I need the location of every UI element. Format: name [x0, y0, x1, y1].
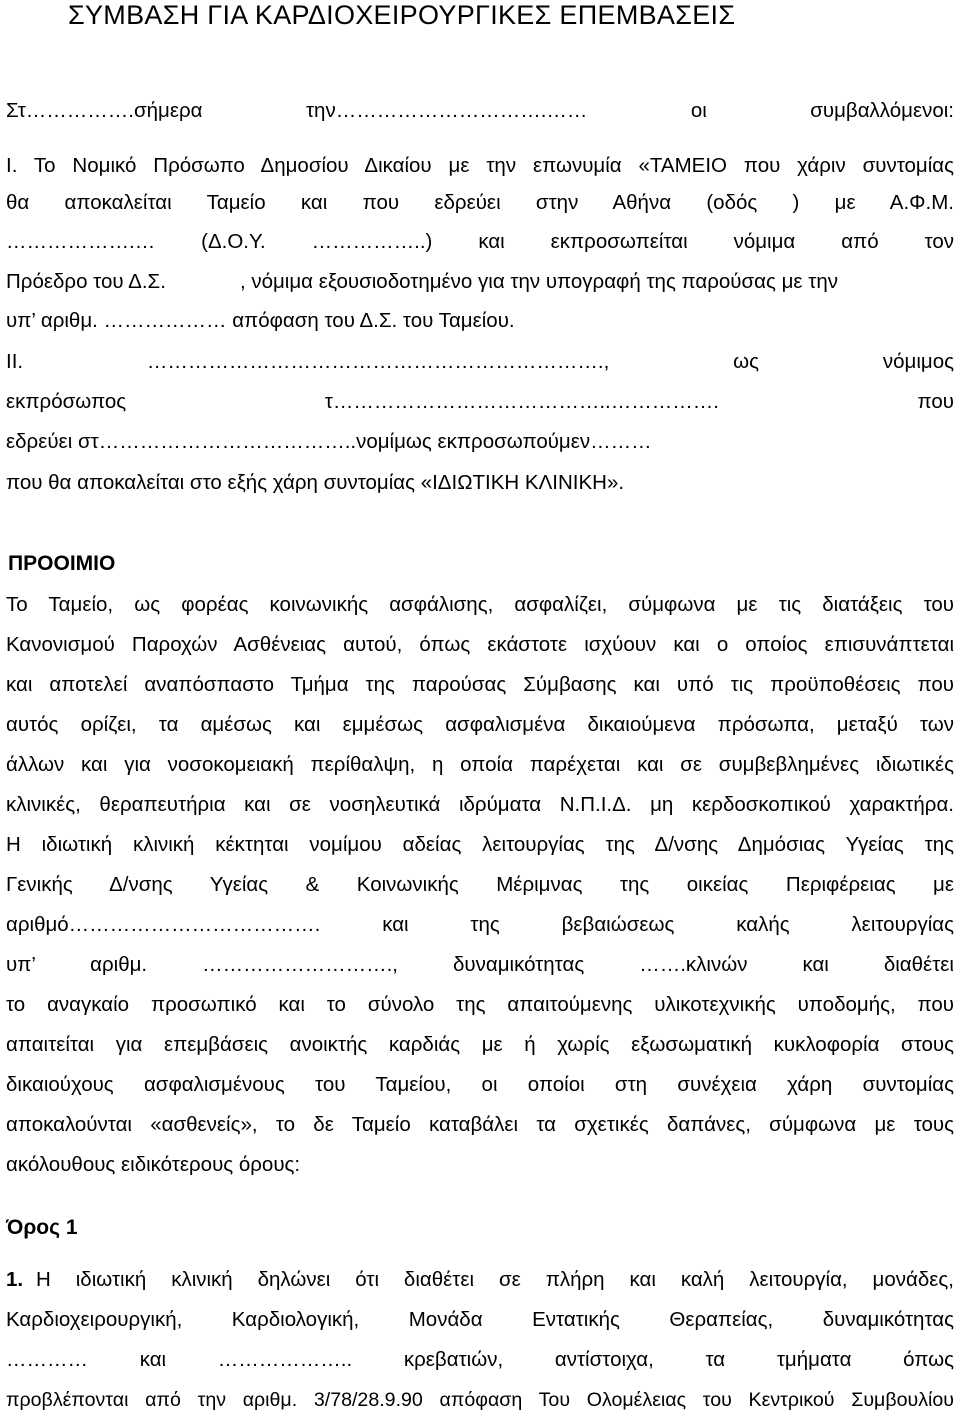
parties-line: που θα αποκαλείται στο εξής χάρη συντομίας «ΙΔΙΩΤΙΚΗ ΚΛΙΝΙΚΗ». — [6, 471, 625, 494]
parties-line: εκπρόσωπος τ…………………………………..……………. που — [6, 390, 954, 413]
preamble-line: Γενικής Δ/νσης Υγείας & Κοινωνικής Μέριμνας της οικείας Περιφέρειας με — [6, 873, 954, 896]
preamble-line: και αποτελεί αναπόσπαστο Τμήμα της παρούσας Σύμβασης και υπό τις προϋποθέσεις που — [6, 673, 954, 696]
term-number: 1. — [6, 1268, 24, 1291]
term-heading: Όρος 1 — [6, 1216, 78, 1239]
parties-line: θα αποκαλείται Ταμείο και που εδρεύει στην Αθήνα (οδός ) με Α.Φ.Μ. — [6, 191, 954, 214]
term-line: Η ιδιωτική κλινική δηλώνει ότι διαθέτει σε πλήρη και καλή λειτουργία, μονάδες, — [36, 1268, 954, 1291]
preamble-line: Το Ταμείο, ως φορέας κοινωνικής ασφάλισης, ασφαλίζει, σύμφωνα με τις διατάξεις του — [6, 593, 954, 616]
preamble-line: το αναγκαίο προσωπικό και το σύνολο της απαιτούμενης υλικοτεχνικής υποδομής, που — [6, 993, 954, 1016]
preamble-line: αποκαλούνται «ασθενείς», το δε Ταμείο καταβάλει τα σχετικές δαπάνες, σύμφωνα με τους — [6, 1113, 954, 1136]
preamble-line: αριθμό………………………………. και της βεβαιώσεως καλής λειτουργίας — [6, 913, 954, 936]
preamble-line: Η ιδιωτική κλινική κέκτηται νομίμου αδείας λειτουργίας της Δ/νσης Δημόσιας Υγείας της — [6, 833, 954, 856]
parties-line: Στ…………….σήμερα την………………………….…… οι συμβαλλόμενοι: — [6, 99, 954, 122]
parties-line: Πρόεδρο του Δ.Σ. , νόμιμα εξουσιοδοτημένο για την υπογραφή της παρούσας με την — [6, 270, 838, 293]
preamble-line: ακόλουθους ειδικότερους όρους: — [6, 1153, 301, 1176]
preamble-line: κλινικές, θεραπευτήρια και σε νοσηλευτικά ιδρύματα Ν.Π.Ι.Δ. μη κερδοσκοπικού χαρακτήρα. — [6, 793, 954, 816]
parties-line: εδρεύει στ………………………………..νομίμως εκπροσωπούμεν……… — [6, 430, 652, 453]
parties-line: Ι. Το Νομικό Πρόσωπο Δημοσίου Δικαίου με την επωνυμία «ΤΑΜΕΙΟ που χάριν συντομίας — [6, 154, 954, 177]
preamble-line: υπ’ αριθμ. ………………………., δυναμικότητας …….κλινών και διαθέτει — [6, 953, 954, 976]
term-line: Καρδιοχειρουργική, Καρδιολογική, Μονάδα Εντατικής Θεραπείας, δυναμικότητας — [6, 1308, 954, 1331]
preamble-line: Κανονισμού Παροχών Ασθένειας αυτού, όπως εκάστοτε ισχύουν και ο οποίος επισυνάπτεται — [6, 633, 954, 656]
parties-line: ΙΙ. …………………………………………………………., ως νόμιμος — [6, 350, 954, 373]
parties-line: υπ’ αριθμ. ……………… απόφαση του Δ.Σ. του Ταμείου. — [6, 309, 515, 332]
preamble-line: απαιτείται για επεμβάσεις ανοικτής καρδιάς με ή χωρίς εξωσωματική κυκλοφορία στους — [6, 1033, 954, 1056]
parties-line: ……………….… (Δ.Ο.Υ. ……………..) και εκπροσωπείται νόμιμα από τον — [6, 230, 954, 253]
term-line: προβλέπονται από την αριθμ. 3/78/28.9.90 απόφαση Του Ολομέλειας του Κεντρικού Συμβουλίου — [6, 1389, 954, 1411]
term-line: ………… και ……………….. κρεβατιών, αντίστοιχα, τα τμήματα όπως — [6, 1348, 954, 1371]
preamble-line: άλλων και για νοσοκομειακή περίθαλψη, η οποία παρέχεται και σε συμβεβλημένες ιδιωτικές — [6, 753, 954, 776]
document-title: ΣΥΜΒΑΣΗ ΓΙΑ ΚΑΡΔΙΟΧΕΙΡΟΥΡΓΙΚΕΣ ΕΠΕΜΒΑΣΕΙΣ — [68, 0, 736, 30]
preamble-line: δικαιούχους ασφαλισμένους του Ταμείου, οι οποίοι στη συνέχεια χάρη συντομίας — [6, 1073, 954, 1096]
preamble-heading: ΠΡΟΟΙΜΙΟ — [8, 552, 116, 575]
preamble-line: αυτός ορίζει, τα αμέσως και εμμέσως ασφαλισμένα δικαιούμενα πρόσωπα, μεταξύ των — [6, 713, 954, 736]
